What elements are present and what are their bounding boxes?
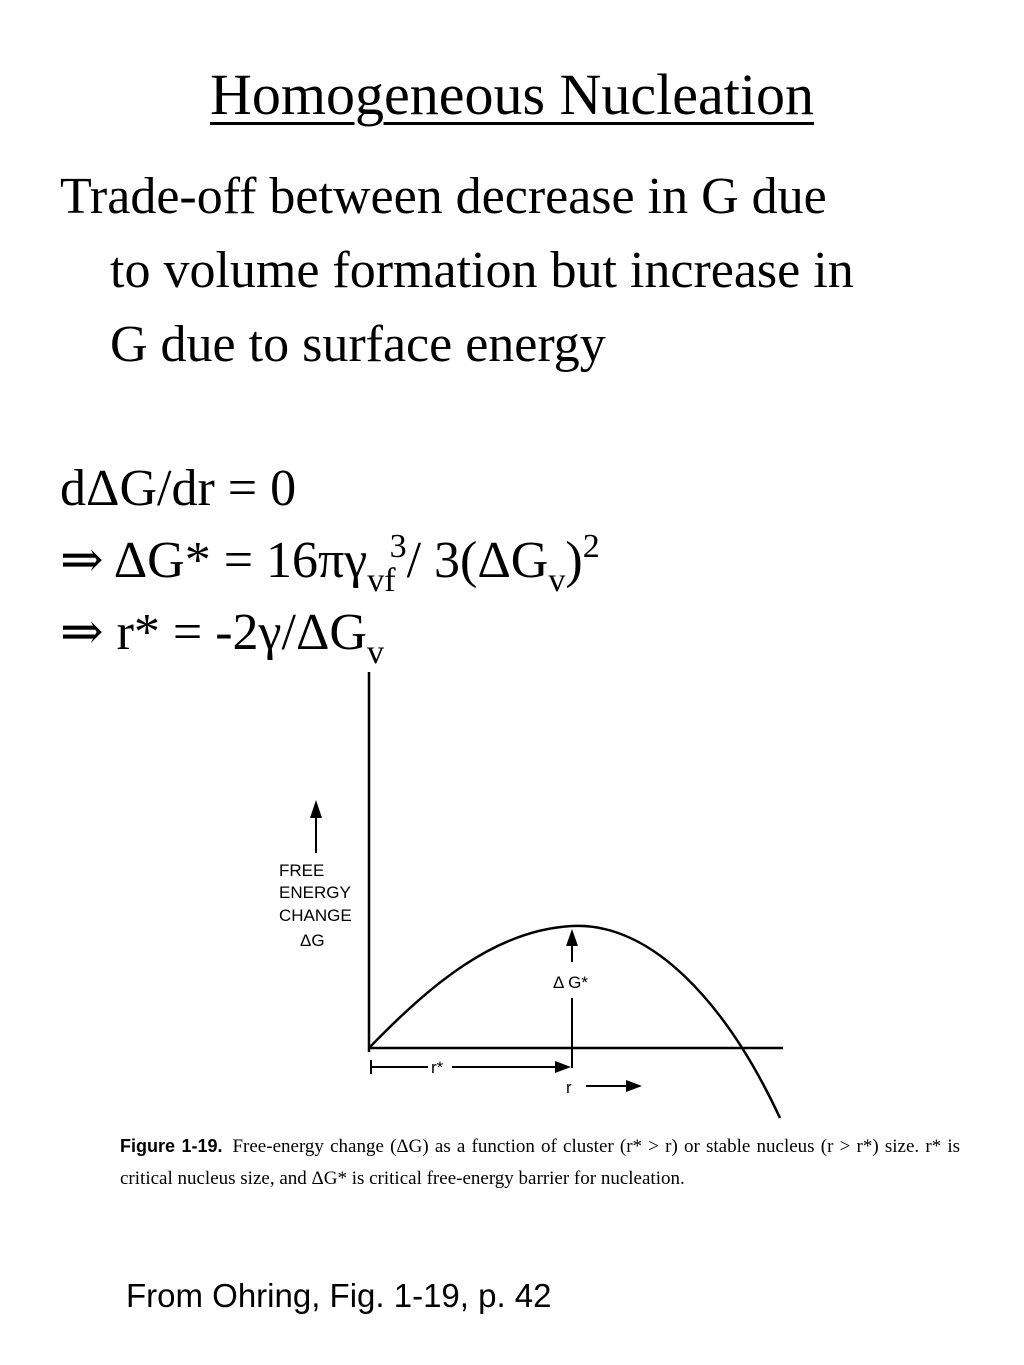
ylabel-line-4: ΔG <box>300 931 325 950</box>
slide-title-text: Homogeneous Nucleation <box>209 62 814 127</box>
ylabel-line-1: FREE <box>279 861 325 880</box>
equation-critical-free-energy <box>60 528 600 599</box>
caption-label: Figure 1-19. <box>120 1136 223 1156</box>
eq2-superscript-2: 2 <box>582 528 600 565</box>
equation-critical-radius <box>60 602 384 671</box>
eq2-middle: / 3(ΔG <box>406 532 549 589</box>
eq2-subscript-v: v <box>548 562 566 599</box>
eq2-superscript-3: 3 <box>389 528 407 565</box>
peak-arrow-icon <box>566 929 578 946</box>
up-arrow-icon <box>310 800 322 818</box>
ylabel-line-3: CHANGE <box>279 906 352 925</box>
caption-text: Free-energy change (ΔG) as a function of cluster (r* > r) or stable nucleus (r > r*) size. r* is critical nucleus size, and ΔG* is critical free-energy barrier for nucleation. <box>120 1136 961 1189</box>
eq3-subscript-v: v <box>366 634 384 671</box>
eq3-lead: ⇒ r* = -2γ/ΔG <box>60 604 367 661</box>
r-label: r <box>566 1078 572 1097</box>
bullet-line-1: Trade-off between decrease in G due <box>60 168 827 225</box>
slide-title <box>0 60 1024 130</box>
source-text: From Ohring, Fig. 1-19, p. 42 <box>126 1277 552 1314</box>
rstar-label: r* <box>431 1058 444 1077</box>
bullet-line-2: to volume formation but increase in <box>110 242 854 299</box>
equation-derivative-text: dΔG/dr = 0 <box>60 460 297 517</box>
right-arrow-icon <box>555 1061 571 1073</box>
r-arrow-icon <box>626 1080 642 1092</box>
eq2-lead: ⇒ ΔG* = 16πγ <box>60 532 368 589</box>
source-citation <box>126 1276 552 1316</box>
figure-caption <box>120 1130 960 1195</box>
ylabel-line-2: ENERGY <box>279 883 351 902</box>
free-energy-curve <box>369 926 780 1118</box>
bullet-text <box>60 160 1000 382</box>
eq2-paren: ) <box>565 532 583 589</box>
bullet-line-3: G due to surface energy <box>110 316 606 373</box>
eq2-subscript-vf: vf <box>367 562 396 599</box>
peak-label: Δ G* <box>553 973 588 992</box>
equation-derivative <box>60 458 296 520</box>
